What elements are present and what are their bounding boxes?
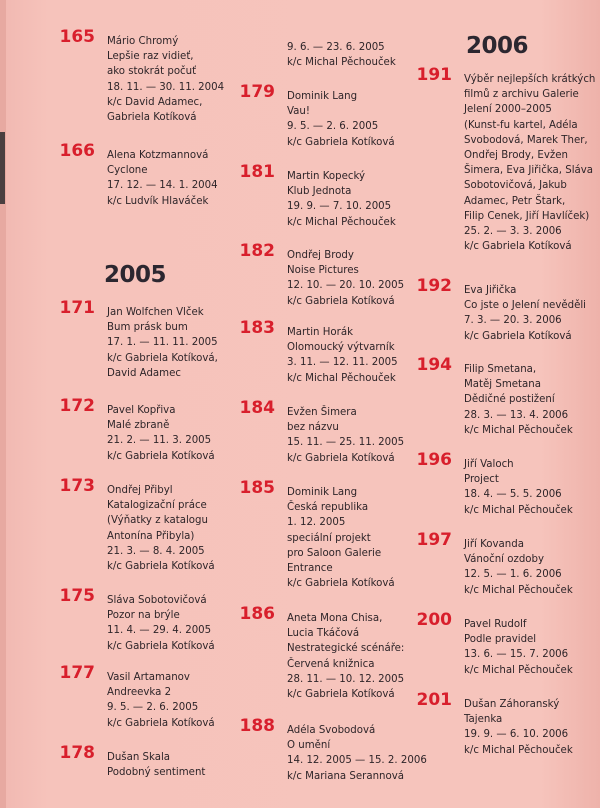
exhibition-text-line: Mário Chromý bbox=[107, 36, 179, 47]
exhibition-text-line: k/c Gabriela Kotíková bbox=[107, 561, 215, 573]
exhibition-text-line: k/c Michal Pěchouček bbox=[464, 664, 573, 676]
exhibition-text-line: k/c Michal Pěchouček bbox=[287, 57, 396, 69]
exhibition-text-line: (Kunst-fu kartel, Adéla bbox=[464, 119, 578, 131]
exhibition-text-line: 9. 5. — 2. 6. 2005 bbox=[107, 702, 199, 714]
exhibition-number: 200 bbox=[416, 610, 452, 630]
exhibition-text-line: k/c Michal Pěchouček bbox=[464, 744, 573, 756]
exhibition-number: 194 bbox=[416, 355, 452, 375]
exhibition-text-line: k/c Gabriela Kotíková bbox=[464, 330, 572, 342]
exhibition-text-line: 18. 11. — 30. 11. 2004 bbox=[107, 81, 225, 93]
exhibition-text-line: Martin Kopecký bbox=[287, 171, 366, 182]
exhibition-number: 191 bbox=[416, 65, 452, 85]
exhibition-text-line: 15. 11. — 25. 11. 2005 bbox=[287, 437, 405, 449]
exhibition-text-line: Ondřej Přibyl bbox=[107, 485, 173, 496]
exhibition-text-line: bez názvu bbox=[287, 422, 339, 434]
exhibition-text-line: Alena Kotzmannová bbox=[107, 150, 209, 161]
exhibition-text-line: Výběr nejlepších krátkých bbox=[464, 74, 596, 85]
exhibition-number: 181 bbox=[239, 162, 275, 182]
exhibition-text-line: Entrance bbox=[287, 563, 333, 575]
exhibition-text-line: Dominik Lang bbox=[287, 91, 358, 102]
exhibition-text-line: Antonína Přibyla) bbox=[107, 530, 195, 542]
exhibition-text-line: k/c Michal Pěchouček bbox=[287, 216, 396, 228]
exhibition-text-line: Dušan Záhoranský bbox=[464, 699, 560, 710]
exhibition-text-line: 12. 10. — 20. 10. 2005 bbox=[287, 280, 405, 292]
exhibition-text-line: Česká republika bbox=[287, 502, 369, 514]
exhibition-text-line: 21. 2. — 11. 3. 2005 bbox=[107, 435, 212, 447]
exhibition-text-line: Dušan Skala bbox=[107, 752, 171, 763]
exhibition-entry bbox=[416, 690, 573, 758]
exhibition-text-line: Lepšie raz vidieť, bbox=[107, 51, 194, 63]
exhibition-text-line: 3. 11. — 12. 11. 2005 bbox=[287, 357, 398, 369]
exhibition-entry bbox=[239, 716, 427, 784]
exhibition-text-line: Ondřej Brody bbox=[287, 250, 354, 261]
exhibition-text-line: Podobný sentiment bbox=[107, 767, 206, 779]
exhibition-text-line: 17. 1. — 11. 11. 2005 bbox=[107, 337, 218, 349]
exhibition-text-line: k/c Gabriela Kotíková bbox=[287, 295, 395, 307]
exhibition-text-line: Filip Cenek, Jiří Havlíček) bbox=[464, 210, 590, 222]
exhibition-number: 186 bbox=[239, 604, 275, 624]
exhibition-text-line: Noise Pictures bbox=[287, 265, 359, 277]
exhibition-entry bbox=[59, 663, 215, 731]
exhibition-text-line: k/c Gabriela Kotíková, bbox=[107, 352, 218, 364]
exhibition-text-line: 13. 6. — 15. 7. 2006 bbox=[464, 649, 569, 661]
exhibition-text-line: 21. 3. — 8. 4. 2005 bbox=[107, 545, 205, 557]
exhibition-text-line: 12. 5. — 1. 6. 2006 bbox=[464, 569, 562, 581]
exhibition-text-line: speciální projekt bbox=[287, 532, 371, 544]
exhibition-text-line: 19. 9. — 7. 10. 2005 bbox=[287, 201, 392, 213]
exhibition-text-line: Vasil Artamanov bbox=[107, 672, 190, 683]
exhibition-text-line: k/c Gabriela Kotíková bbox=[287, 689, 395, 701]
exhibition-text-line: Jiří Valoch bbox=[464, 459, 514, 470]
exhibition-text-line: (Výňatky z katalogu bbox=[107, 515, 208, 527]
exhibition-text-line: Eva Jiřička bbox=[464, 285, 517, 296]
exhibition-text-line: Vánoční ozdoby bbox=[464, 554, 545, 566]
exhibition-text-line: 14. 12. 2005 — 15. 2. 2006 bbox=[287, 755, 427, 767]
exhibition-text-line: k/c Gabriela Kotíková bbox=[107, 640, 215, 652]
exhibition-text-line: 7. 3. — 20. 3. 2006 bbox=[464, 315, 562, 327]
exhibition-number: 201 bbox=[416, 690, 452, 710]
year-heading-2006: 2006 bbox=[466, 33, 529, 59]
exhibition-entry bbox=[416, 450, 573, 518]
exhibition-text-line: Gabriela Kotíková bbox=[107, 112, 197, 124]
exhibition-text-line: 17. 12. — 14. 1. 2004 bbox=[107, 180, 218, 192]
exhibition-text-line: Project bbox=[464, 474, 499, 486]
exhibition-text-line: k/c Gabriela Kotíková bbox=[287, 452, 395, 464]
exhibition-number: 197 bbox=[416, 530, 452, 550]
exhibition-number: 177 bbox=[59, 663, 95, 683]
exhibition-text-line: Matěj Smetana bbox=[464, 379, 541, 391]
exhibition-number: 178 bbox=[59, 743, 95, 763]
exhibition-text-line: k/c Ludvík Hlaváček bbox=[107, 195, 209, 207]
exhibition-text-line: Malé zbraně bbox=[107, 420, 170, 432]
exhibition-text-line: Červená knižnica bbox=[287, 658, 375, 670]
exhibition-text-line: k/c Gabriela Kotíková bbox=[287, 136, 395, 148]
exhibition-text-line: 18. 4. — 5. 5. 2006 bbox=[464, 489, 562, 501]
exhibition-number: 182 bbox=[239, 241, 275, 261]
exhibition-text-line: ako stokrát počuť bbox=[107, 66, 197, 78]
exhibition-entry bbox=[59, 141, 218, 209]
exhibition-text-line: k/c Michal Pěchouček bbox=[287, 372, 396, 384]
exhibition-number: 173 bbox=[59, 476, 95, 496]
exhibition-text-line: k/c Michal Pěchouček bbox=[464, 424, 573, 436]
exhibition-text-line: Svobodová, Marek Ther, bbox=[464, 134, 588, 146]
exhibition-text-line: 28. 3. — 13. 4. 2006 bbox=[464, 409, 569, 421]
exhibition-entry bbox=[59, 586, 215, 654]
exhibition-text-line: k/c Gabriela Kotíková bbox=[464, 241, 572, 253]
exhibition-text-line: Sobotovičová, Jakub bbox=[464, 180, 567, 192]
exhibition-entry bbox=[59, 743, 206, 780]
exhibition-entry bbox=[416, 530, 573, 598]
exhibition-number: 185 bbox=[239, 478, 275, 498]
exhibition-text-line: Co jste o Jelení nevěděli bbox=[464, 300, 587, 312]
exhibition-number: 188 bbox=[239, 716, 275, 736]
exhibition-entry bbox=[59, 298, 218, 381]
exhibition-number: 184 bbox=[239, 398, 275, 418]
exhibition-number: 183 bbox=[239, 318, 275, 338]
exhibition-entry bbox=[59, 27, 225, 125]
exhibition-entry bbox=[239, 478, 395, 591]
exhibition-text-line: pro Saloon Galerie bbox=[287, 547, 382, 559]
exhibition-text-line: k/c Michal Pěchouček bbox=[464, 584, 573, 596]
exhibition-number: 196 bbox=[416, 450, 452, 470]
exhibition-number: 172 bbox=[59, 396, 95, 416]
exhibition-text-line: Podle pravidel bbox=[464, 634, 537, 646]
exhibition-text-line: Bum prásk bum bbox=[107, 322, 188, 334]
exhibition-text-line: Pavel Rudolf bbox=[464, 619, 527, 630]
exhibition-entry bbox=[416, 65, 596, 254]
year-heading-2005: 2005 bbox=[104, 262, 167, 288]
exhibition-entry bbox=[239, 604, 405, 702]
exhibition-text-line: k/c David Adamec, bbox=[107, 96, 203, 108]
exhibition-text-line: Jelení 2000–2005 bbox=[464, 104, 552, 116]
exhibition-text-line: 28. 11. — 10. 12. 2005 bbox=[287, 673, 405, 685]
exhibition-number: 175 bbox=[59, 586, 95, 606]
exhibition-text-line: Evžen Šimera bbox=[287, 407, 357, 418]
exhibition-text-line: k/c Mariana Serannová bbox=[287, 770, 404, 782]
exhibition-text-line: Ondřej Brody, Evžen bbox=[464, 150, 568, 162]
exhibition-text-line: 11. 4. — 29. 4. 2005 bbox=[107, 625, 212, 637]
exhibition-text-line: David Adamec bbox=[107, 367, 181, 379]
exhibition-number: 192 bbox=[416, 276, 452, 296]
exhibition-text-line: Adéla Svobodová bbox=[287, 725, 376, 736]
exhibition-entry bbox=[239, 318, 398, 386]
exhibition-text-line: Jiří Kovanda bbox=[464, 539, 524, 550]
exhibition-entry bbox=[59, 396, 215, 464]
exhibition-entry bbox=[239, 398, 405, 466]
exhibition-entry bbox=[416, 276, 587, 344]
exhibition-text-line: O umění bbox=[287, 740, 331, 752]
exhibition-text-line: Vau! bbox=[287, 106, 310, 118]
exhibition-text-line: Dominik Lang bbox=[287, 487, 358, 498]
exhibition-text-line: Dědičné postižení bbox=[464, 394, 555, 406]
exhibition-text-line: k/c Michal Pěchouček bbox=[464, 504, 573, 516]
exhibition-text-line: Pozor na brýle bbox=[107, 610, 180, 622]
exhibition-text-line: Pavel Kopřiva bbox=[107, 405, 176, 416]
spine-marker bbox=[0, 132, 5, 204]
exhibition-text-line: Martin Horák bbox=[287, 327, 353, 338]
exhibition-text-line: 25. 2. — 3. 3. 2006 bbox=[464, 226, 562, 238]
exhibition-text-line: Adamec, Petr Štark, bbox=[464, 195, 566, 207]
exhibition-entry bbox=[416, 610, 573, 678]
exhibition-text-line: Filip Smetana, bbox=[464, 364, 537, 375]
exhibition-entry bbox=[416, 355, 573, 438]
exhibition-text-line: 9. 6. — 23. 6. 2005 bbox=[287, 42, 385, 53]
exhibition-text-line: Šimera, Eva Jiřička, Sláva bbox=[464, 165, 594, 177]
exhibition-entry bbox=[239, 241, 405, 309]
exhibition-text-line: Andreevka 2 bbox=[107, 687, 172, 699]
exhibition-number: 165 bbox=[59, 27, 95, 47]
exhibition-number: 171 bbox=[59, 298, 95, 318]
exhibition-text-line: Klub Jednota bbox=[287, 186, 352, 198]
exhibition-text-line: 19. 9. — 6. 10. 2006 bbox=[464, 729, 569, 741]
exhibition-text-line: 1. 12. 2005 bbox=[287, 517, 346, 529]
exhibition-text-line: 9. 5. — 2. 6. 2005 bbox=[287, 121, 379, 133]
exhibition-number: 179 bbox=[239, 82, 275, 102]
exhibition-text-line: Olomoucký výtvarník bbox=[287, 342, 395, 354]
exhibition-text-line: Jan Wolfchen Vlček bbox=[107, 307, 204, 318]
exhibition-text-line: Lucia Tkáčová bbox=[287, 628, 360, 640]
exhibition-text-line: k/c Gabriela Kotíková bbox=[107, 717, 215, 729]
exhibition-entry bbox=[287, 40, 396, 70]
exhibition-text-line: Tajenka bbox=[464, 714, 503, 726]
exhibition-entry bbox=[239, 162, 396, 230]
exhibition-text-line: filmů z archivu Galerie bbox=[464, 89, 579, 101]
exhibition-entry bbox=[59, 476, 215, 574]
exhibition-text-line: Nestrategické scénáře: bbox=[287, 643, 405, 655]
exhibition-number: 166 bbox=[59, 141, 95, 161]
exhibition-text-line: k/c Gabriela Kotíková bbox=[107, 450, 215, 462]
exhibition-text-line: k/c Gabriela Kotíková bbox=[287, 578, 395, 590]
exhibition-entry bbox=[239, 82, 395, 150]
page-spine-edge bbox=[0, 0, 6, 808]
exhibition-text-line: Katalogizační práce bbox=[107, 500, 207, 512]
exhibition-text-line: Aneta Mona Chisa, bbox=[287, 613, 383, 624]
exhibition-text-line: Cyclone bbox=[107, 165, 148, 177]
exhibition-text-line: Sláva Sobotovičová bbox=[107, 595, 207, 606]
